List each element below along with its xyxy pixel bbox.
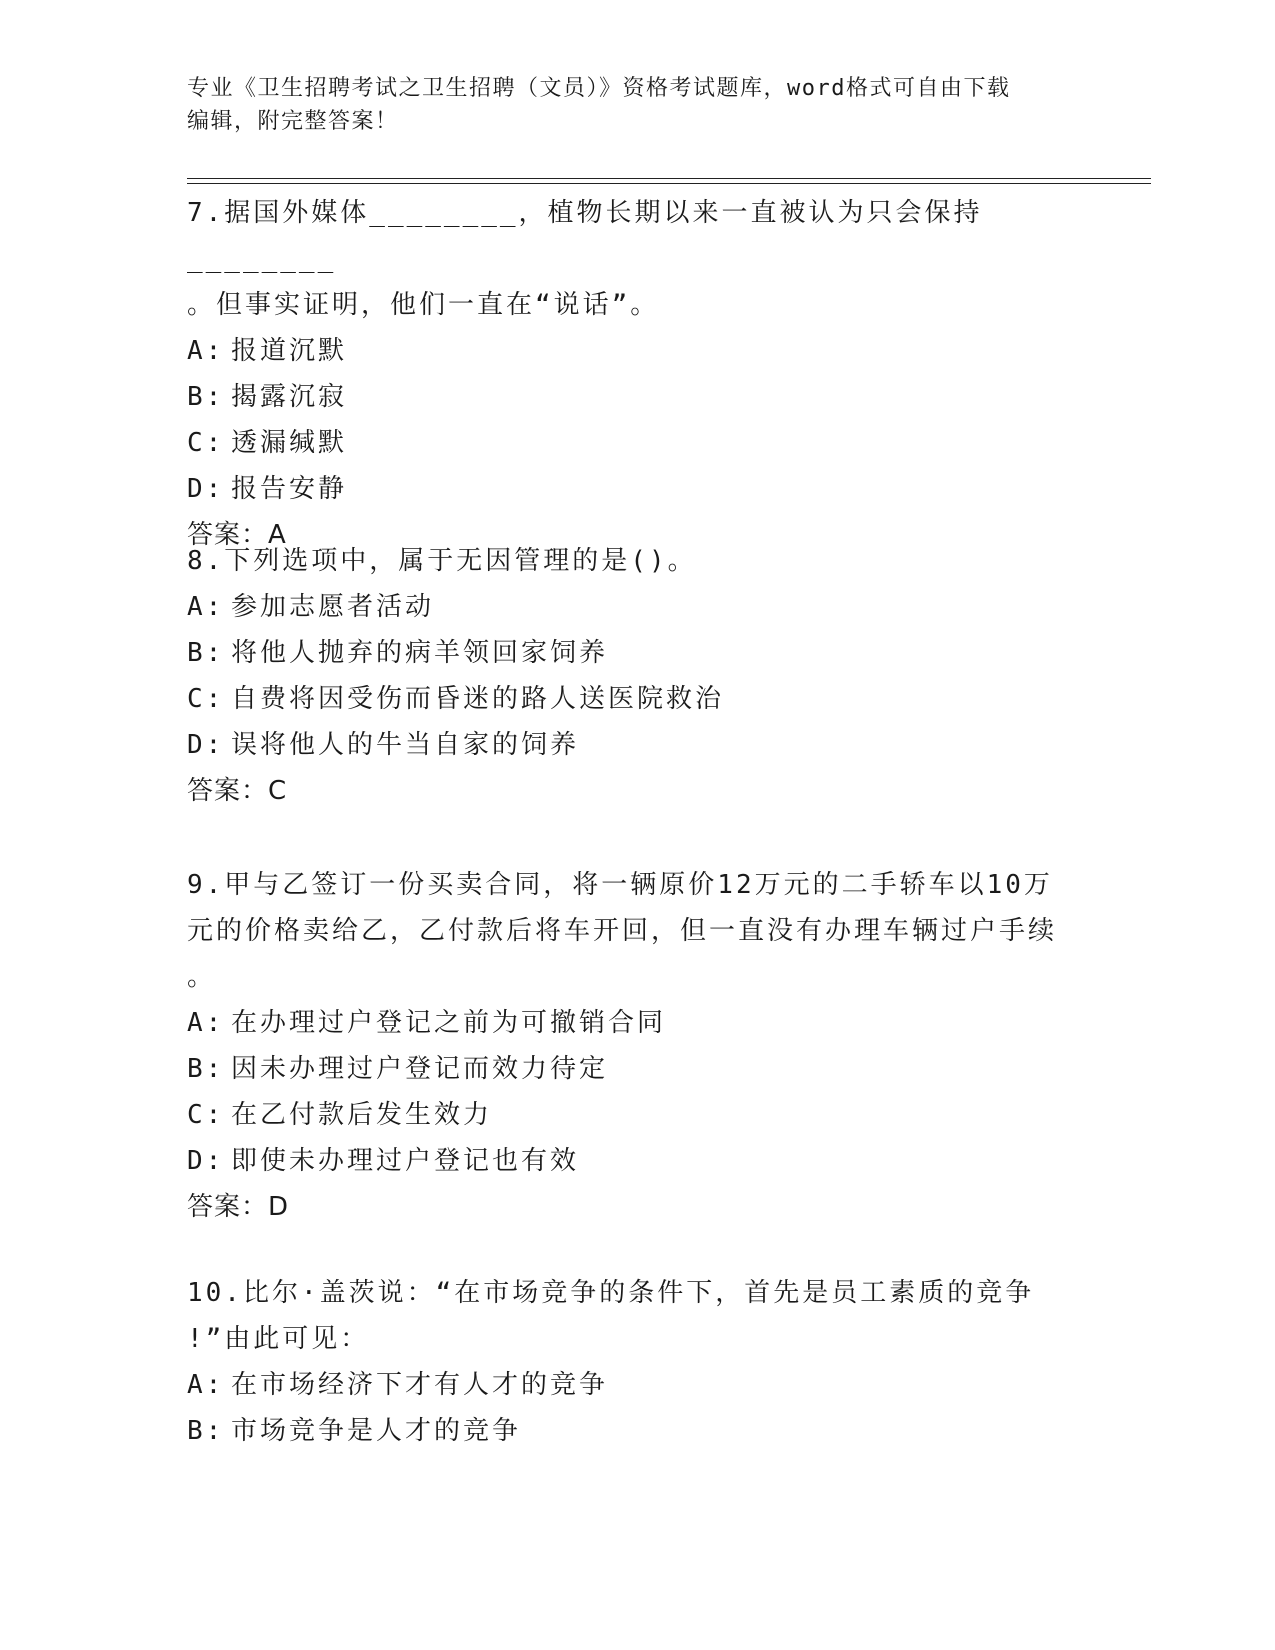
option-c: [187, 420, 1067, 466]
option-d: [187, 1138, 1067, 1184]
option-c: [187, 676, 1067, 722]
question-7: [187, 190, 1067, 558]
option-label: A:: [187, 1370, 225, 1400]
header-line-2: 编辑，附完整答案！: [187, 109, 399, 134]
option-label: B:: [187, 1416, 225, 1446]
option-b: [187, 1408, 1067, 1454]
answer-value: C: [268, 776, 288, 806]
answer-line: [187, 768, 1067, 814]
option-text: 在市场经济下才有人才的竞争: [231, 1370, 609, 1400]
option-text: 在办理过户登记之前为可撤销合同: [231, 1008, 667, 1038]
question-stem-line: 10.比尔·盖茨说：“在市场竞争的条件下，首先是员工素质的竞争: [187, 1278, 1035, 1308]
question-stem-line: !”由此可见：: [187, 1324, 370, 1354]
option-a: [187, 1362, 1067, 1408]
option-label: B:: [187, 638, 225, 668]
option-label: B:: [187, 1054, 225, 1084]
option-text: 因未办理过户登记而效力待定: [231, 1054, 609, 1084]
option-text: 自费将因受伤而昏迷的路人送医院救治: [231, 684, 725, 714]
answer-line: [187, 1184, 1067, 1230]
option-a: [187, 584, 1067, 630]
question-stem-line: 7.据国外媒体________，植物长期以来一直被认为只会保持________: [187, 198, 983, 274]
option-text: 报告安静: [231, 474, 348, 504]
question-stem-line: 9.甲与乙签订一份买卖合同，将一辆原价12万元的二手轿车以10万: [187, 870, 1053, 900]
option-label: D:: [187, 730, 225, 760]
option-label: C:: [187, 428, 225, 458]
option-text: 参加志愿者活动: [231, 592, 435, 622]
answer-value: A: [268, 520, 287, 550]
option-a: [187, 1000, 1067, 1046]
option-c: [187, 1092, 1067, 1138]
question-8: [187, 538, 1067, 814]
option-b: [187, 1046, 1067, 1092]
option-d: [187, 466, 1067, 512]
option-label: D:: [187, 474, 225, 504]
option-label: A:: [187, 1008, 225, 1038]
question-10: [187, 1270, 1067, 1454]
option-label: C:: [187, 1100, 225, 1130]
option-label: B:: [187, 382, 225, 412]
option-text: 揭露沉寂: [231, 382, 348, 412]
option-text: 报道沉默: [231, 336, 348, 366]
option-label: A:: [187, 592, 225, 622]
option-label: D:: [187, 1146, 225, 1176]
option-text: 将他人抛弃的病羊领回家饲养: [231, 638, 609, 668]
document-header: [187, 72, 1067, 138]
header-divider-bottom: [187, 183, 1151, 184]
option-b: [187, 374, 1067, 420]
answer-label: 答案：: [187, 1192, 269, 1222]
option-a: [187, 328, 1067, 374]
option-text: 误将他人的牛当自家的饲养: [231, 730, 580, 760]
option-label: C:: [187, 684, 225, 714]
option-text: 透漏缄默: [231, 428, 348, 458]
option-d: [187, 722, 1067, 768]
option-text: 即使未办理过户登记也有效: [231, 1146, 580, 1176]
option-text: 在乙付款后发生效力: [231, 1100, 493, 1130]
option-b: [187, 630, 1067, 676]
answer-label: 答案：: [187, 520, 269, 550]
option-label: A:: [187, 336, 225, 366]
question-stem-line: 。: [187, 962, 217, 992]
answer-label: 答案：: [187, 776, 269, 806]
answer-value: D: [268, 1192, 290, 1222]
question-stem-line: 元的价格卖给乙，乙付款后将车开回，但一直没有办理车辆过户手续: [187, 916, 1058, 946]
option-text: 市场竞争是人才的竞争: [231, 1416, 522, 1446]
header-divider-top: [187, 178, 1151, 179]
header-line-1: 专业《卫生招聘考试之卫生招聘（文员）》资格考试题库，word格式可自由下载: [187, 76, 1011, 101]
question-stem-line: 8.下列选项中，属于无因管理的是()。: [187, 546, 697, 576]
question-9: [187, 862, 1067, 1230]
question-stem-line: 。但事实证明，他们一直在“说话”。: [187, 290, 660, 320]
